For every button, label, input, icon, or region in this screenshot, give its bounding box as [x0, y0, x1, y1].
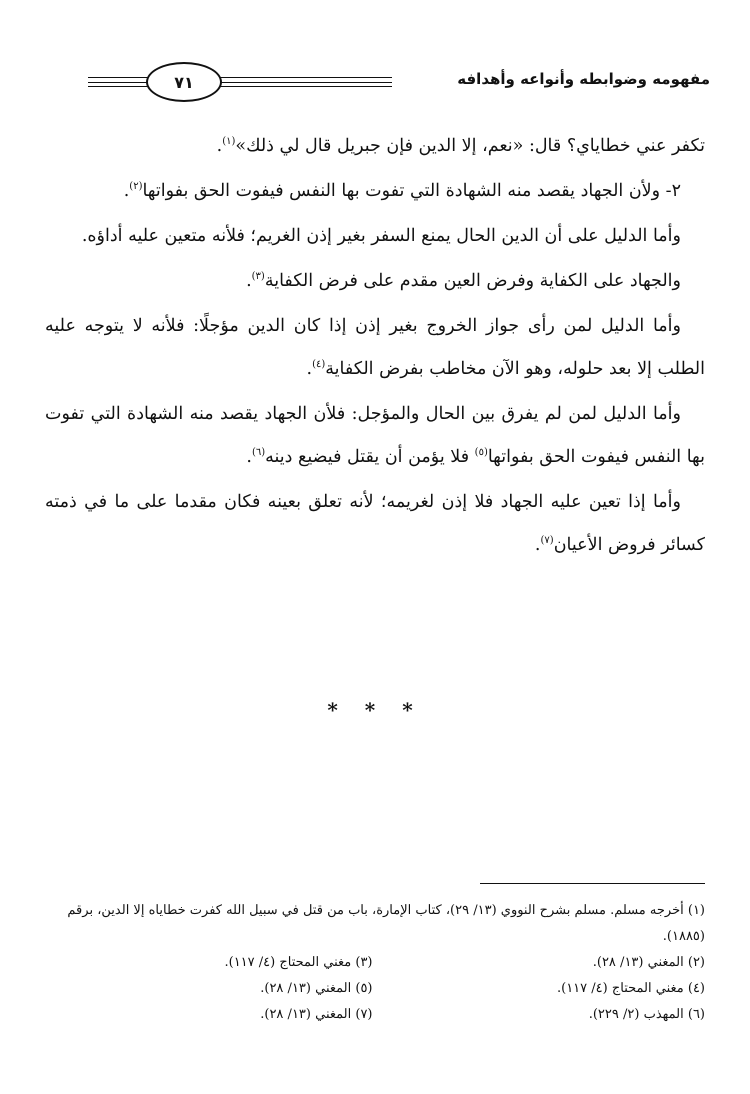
header-rule — [88, 86, 148, 87]
footnote-item: (٢) المغني (١٣/ ٢٨). — [592, 955, 705, 970]
paragraph — [45, 170, 705, 213]
footnote-ref[interactable]: (٥) — [474, 447, 488, 459]
paragraph-text: والجهاد على الكفاية وفرض العين مقدم على فرض الكفاية — [264, 271, 681, 291]
paragraph — [45, 125, 705, 168]
footnote-item: (١) أخرجه مسلم. مسلم بشرح النووي (١٣/ ٢٩)، كتاب الإمارة، باب من قتل في سبيل الله كفرت خطاياه إلا الدين، برقم (١٨٨٥). — [67, 903, 705, 944]
footnote-item: (٣) مغني المحتاج (٤/ ١١٧). — [224, 955, 373, 970]
paragraph-text: وأما إذا تعين عليه الجهاد فلا إذن لغريمه؛ لأنه تعلق بعينه فكان مقدما على ما في ذمته كسائر فروض الأعيان — [45, 492, 705, 555]
footnote-item: (٤) مغني المحتاج (٤/ ١١٧). — [556, 981, 705, 996]
paragraph-text: ٢- ولأن الجهاد يقصد منه الشهادة التي تفوت بها النفس فيفوت الحق بفواتها — [142, 181, 681, 201]
paragraph-text: . — [246, 447, 252, 467]
header-rule — [88, 82, 148, 83]
paragraph — [45, 305, 705, 391]
footnote-ref[interactable]: (١) — [222, 136, 236, 148]
paragraph-text: وأما الدليل لمن لم يفرق بين الحال والمؤجل: فلأن الجهاد يقصد منه الشهادة التي تفوت بها النفس فيفوت الحق بفواتها — [45, 404, 705, 467]
body-text — [45, 125, 705, 569]
paragraph-text: فلا يؤمن أن يقتل فيضيع دينه — [265, 447, 475, 467]
paragraph-text: تكفر عني خطاياي؟ قال: «نعم، إلا الدين فإن جبريل قال لي ذلك» — [235, 136, 705, 156]
footnote-ref[interactable]: (٧) — [540, 535, 554, 547]
footnote-ref[interactable]: (٣) — [251, 271, 265, 283]
paragraph-text: . — [534, 535, 541, 555]
footnote-row — [40, 950, 705, 976]
page-number: ٧١ — [174, 72, 194, 92]
footnote-ref[interactable]: (٦) — [251, 447, 266, 459]
paragraph-text: . — [246, 271, 252, 291]
paragraph — [45, 481, 705, 567]
paragraph-text: وأما الدليل لمن رأى جواز الخروج بغير إذن إذا كان الدين مؤجلًا: فلأنه لا يتوجه عليه الطلب إلا بعد حلوله، وهو الآن مخاطب بفرض الكفاية — [45, 316, 705, 379]
header-rule — [88, 77, 148, 78]
footnotes — [40, 898, 705, 1028]
header-title: مفهومه وضوابطه وأنواعه وأهدافه — [457, 70, 710, 88]
paragraph — [45, 260, 705, 303]
paragraph-text: . — [306, 359, 313, 379]
footnote-ref[interactable]: (٢) — [129, 181, 143, 193]
paragraph — [45, 215, 705, 258]
footnote-rule — [480, 883, 705, 884]
header-rule — [220, 77, 392, 78]
footnote-row — [40, 1002, 705, 1028]
footnote-ref[interactable]: (٤) — [312, 359, 326, 371]
header-rule — [220, 86, 392, 87]
running-header — [88, 62, 710, 102]
header-rule — [220, 82, 392, 83]
footnote-item: (٧) المغني (١٣/ ٢٨). — [260, 1007, 373, 1022]
paragraph-text: . — [123, 181, 130, 201]
section-separator: * * * — [327, 698, 423, 722]
paragraph-text: وأما الدليل على أن الدين الحال يمنع السفر بغير إذن الغريم؛ فلأنه متعين عليه أداؤه. — [81, 226, 681, 246]
footnote-row — [40, 976, 705, 1002]
footnote-item: (٥) المغني (١٣/ ٢٨). — [260, 981, 373, 996]
paragraph — [45, 393, 705, 479]
page-number-badge — [146, 62, 222, 102]
paragraph-text: . — [216, 136, 223, 156]
footnote-item: (٦) المهذب (٢/ ٢٢٩). — [588, 1007, 705, 1022]
